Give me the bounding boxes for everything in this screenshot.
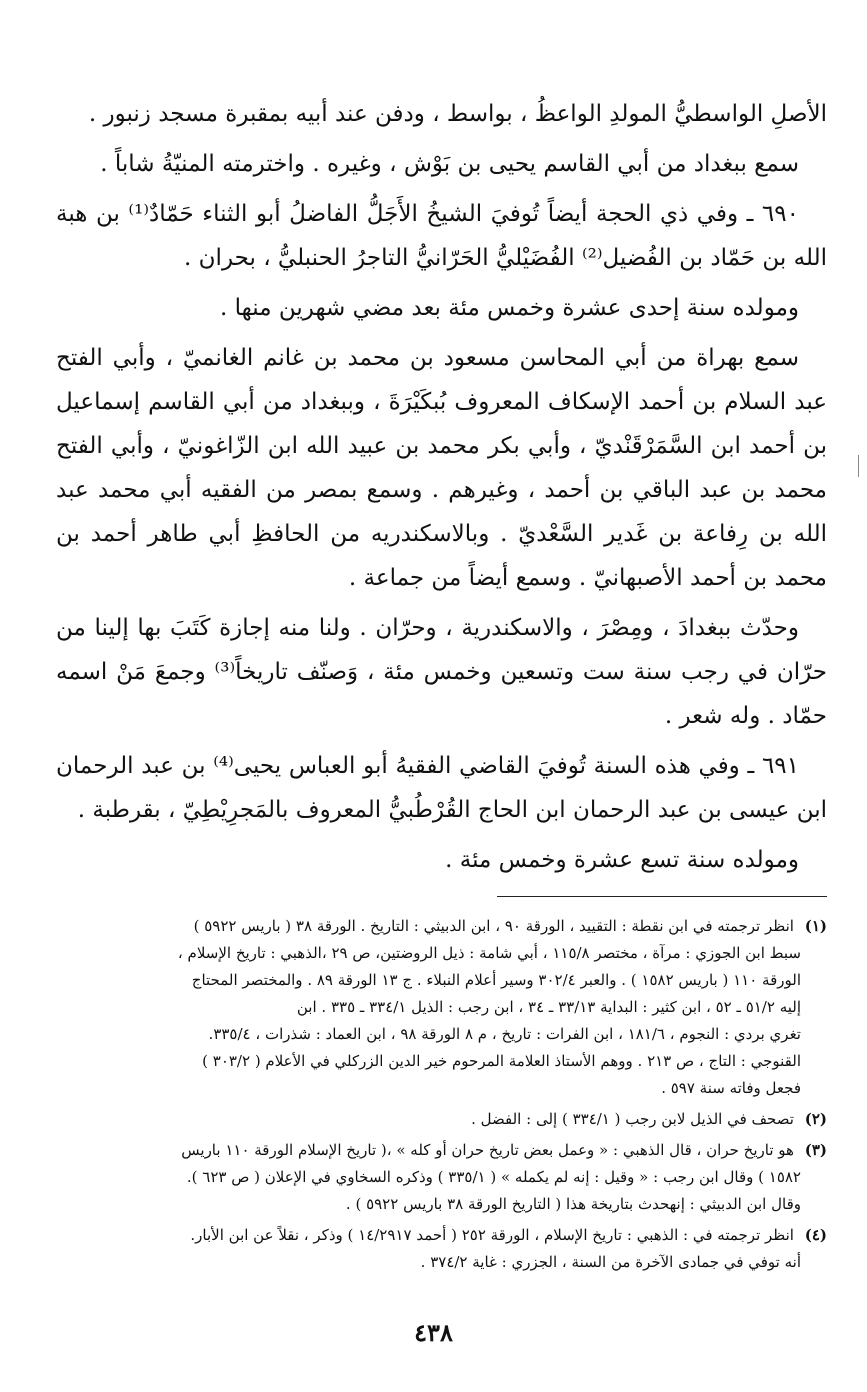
footnote-number: (١) [804,917,827,935]
footnote-line: أنه توفي في جمادى الآخرة من السنة ، الجزري : غاية ٣٧٤/٢ . [420,1253,801,1271]
footnote-line: تصحف في الذيل لابن رجب ( ٣٣٤/١ ) إلى : الفضل . [471,1110,794,1128]
paragraph-2: سمع ببغداد من أبي القاسم يحيى بن بَوْش ، وغيره . واخترمته المنيّةُ شاباً . [100,151,799,177]
paragraph-narration-690: وحدّث ببغدادَ ، ومِصْرَ ، والاسكندرية ، وحرّان . ولنا منه إجازة كَتَبَ بها إلينا من حرّان في رجب سنة ست وتسعين وخمس مئة ، وَصنّف تاريخاً⁽³⁾ وجمعَ مَنْ اسمه حمّاد . وله شعر . [56,615,828,729]
paragraph-birth-691: ومولده سنة تسع عشرة وخمس مئة . [445,847,799,873]
footnote-line: وقال ابن الدبيثي : إنهحدث بتاريخة هذا ( التاريخ الورقة ٣٨ باريس ٥٩٢٢ ) . [345,1195,801,1213]
entry-690: ٦٩٠ ـ وفي ذي الحجة أيضاً تُوفيَ الشيخُ الأَجَلُّ الفاضلُ أبو الثناء حَمّادٌ⁽¹⁾ بن هبة الله بن حَمّاد بن الفُضيل⁽²⁾ الفُضَيْليُّ الحَرّانيُّ التاجرُ الحنبليُّ ، بحران . [56,201,827,271]
footnote-number: (٣) [804,1141,827,1159]
footnote-line: فجعل وفاته سنة ٥٩٧ . [661,1079,801,1097]
page-number: ٤٣٨ [414,1318,453,1347]
footnote-line: القنوجي : التاج ، ص ٢١٣ . ووهم الأستاذ العلامة المرحوم خير الدين الزركلي في الأعلام ( ٣٠٣/٢ ) [202,1052,801,1070]
main-text [56,92,827,882]
footnote-line: انظر ترجمته في ابن نقطة : التقييد ، الورقة ٩٠ ، ابن الدبيثي : التاريخ . الورقة ٣٨ ( باريس ٥٩٢٢ ) [193,917,794,935]
footnote-3 [56,1137,827,1218]
footnote-number: (٢) [804,1110,827,1128]
footnote-line: إليه ٥١/٢ ـ ٥٢ ، ابن كثير : البداية ٣٣/١٣ ـ ٣٤ ، ابن رجب : الذيل ٣٣٤/١ ـ ٣٣٥ . ابن [296,998,801,1016]
footnote-line: سبط ابن الجوزي : مرآة ، مختصر ١١٥/٨ ، أبي شامة : ذيل الروضتين، ص ٢٩ ،الذهبي : تاريخ الإسلام ، [177,944,801,962]
footnotes [56,913,827,1276]
entry-691: ٦٩١ ـ وفي هذه السنة تُوفيَ القاضي الفقيهُ أبو العباس يحيى⁽⁴⁾ بن عبد الرحمان ابن عيسى بن عبد الرحمان ابن الحاج القُرْطُبيُّ المعروف بالمَجرِيْطِيّ ، بقرطبة . [56,753,827,823]
footnote-line: ١٥٨٢ ) وقال ابن رجب : « وقيل : إنه لم يكمله » ( ٣٣٥/١ ) وذكره السخاوي في الإعلان ( ص ٦٢٣ ). [186,1168,801,1186]
margin-mark [858,455,859,477]
footnote-line: هو تاريخ حران ، قال الذهبي : « وعمل بعض تاريخ حران أو كله » ،( تاريخ الإسلام الورقة ١١٠ باريس [181,1141,794,1159]
footnote-number: (٤) [804,1226,827,1244]
footnote-line: تغري بردي : النجوم ، ١٨١/٦ ، ابن الفرات : تاريخ ، م ٨ الورقة ٩٨ ، ابن العماد : شذرات ، ٣٣٥/٤. [208,1025,801,1043]
paragraph-1: الأصلِ الواسطيُّ المولدِ الواعظُ ، بواسط ، ودفن عند أبيه بمقبرة مسجد زنبور . [88,101,827,127]
footnote-1 [56,913,827,1102]
paragraph-hearing-690: سمع بهراة من أبي المحاسن مسعود بن محمد بن غانم الغانميّ ، وأبي الفتح عبد السلام بن أحمد الإسكاف المعروف بُبكَيْرَةَ ، وببغداد من أبي القاسم إسماعيل بن أحمد ابن السَّمَرْقَنْديّ ، وأبي بكر محمد بن عبيد الله ابن الزّاغونيّ ، وأبي الفتح محمد بن عبد الباقي بن أحمد ، وغيرهم . وسمع بمصر من الفقيه أبي محمد عبد الله بن رِفاعة بن غَدير السَّعْديّ . وبالاسكندريه من الحافظِ أبي طاهر أحمد بن محمد بن أحمد الأصبهانيّ . وسمع أيضاً من جماعة . [56,345,827,591]
footnote-line: انظر ترجمته في : الذهبي : تاريخ الإسلام ، الورقة ٢٥٢ ( أحمد ١٤/٢٩١٧ ) وذكر ، نقلاً عن ابن الأبار. [190,1226,794,1244]
footnote-divider [497,896,827,897]
footnote-2 [56,1106,827,1133]
footnote-4 [56,1222,827,1276]
footnote-line: الورقة ١١٠ ( باريس ١٥٨٢ ) . والعبر ٣٠٢/٤ وسير أعلام النبلاء . ج ١٣ الورقة ٨٩ . والمختصر المحتاج [191,971,801,989]
paragraph-birth-690: ومولده سنة إحدى عشرة وخمس مئة بعد مضي شهرين منها . [220,295,799,321]
